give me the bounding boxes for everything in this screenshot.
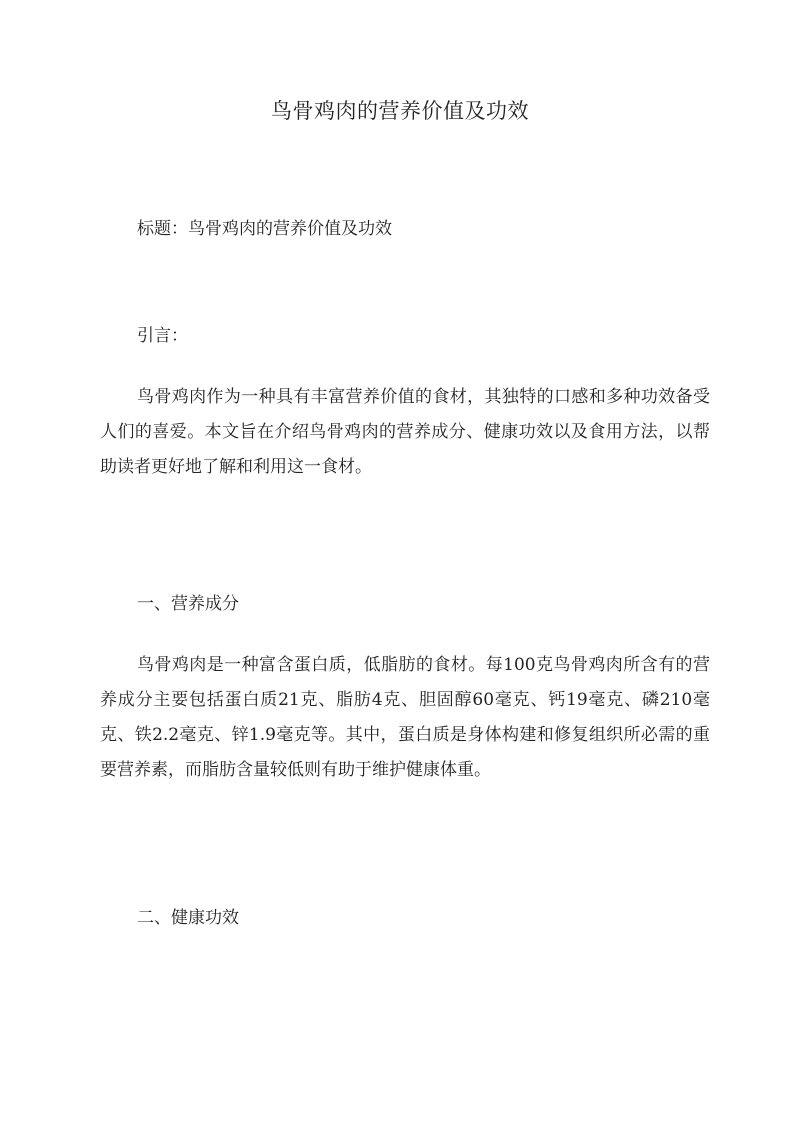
section-1-heading: 一、营养成分 <box>137 594 239 614</box>
subtitle-line: 标题：鸟骨鸡肉的营养价值及功效 <box>137 219 392 239</box>
section-2-heading: 二、健康功效 <box>137 908 239 928</box>
section-1-paragraph: 鸟骨鸡肉是一种富含蛋白质，低脂肪的食材。每100克鸟骨鸡肉所含有的营养成分主要包括蛋白质21克、脂肪4克、胆固醇60毫克、钙19毫克、磷210毫克、铁2.2毫克、锌1.9毫克等。其中，蛋白质是身体构建和修复组织所必需的重要营养素，而脂肪含量较低则有助于维护健康体重。 <box>100 655 710 780</box>
document-title: 鸟骨鸡肉的营养价值及功效 <box>271 99 529 123</box>
intro-paragraph: 鸟骨鸡肉作为一种具有丰富营养价值的食材，其独特的口感和多种功效备受人们的喜爱。本文旨在介绍鸟骨鸡肉的营养成分、健康功效以及食用方法，以帮助读者更好地了解和利用这一食材。 <box>100 387 710 477</box>
intro-heading: 引言： <box>137 326 188 346</box>
